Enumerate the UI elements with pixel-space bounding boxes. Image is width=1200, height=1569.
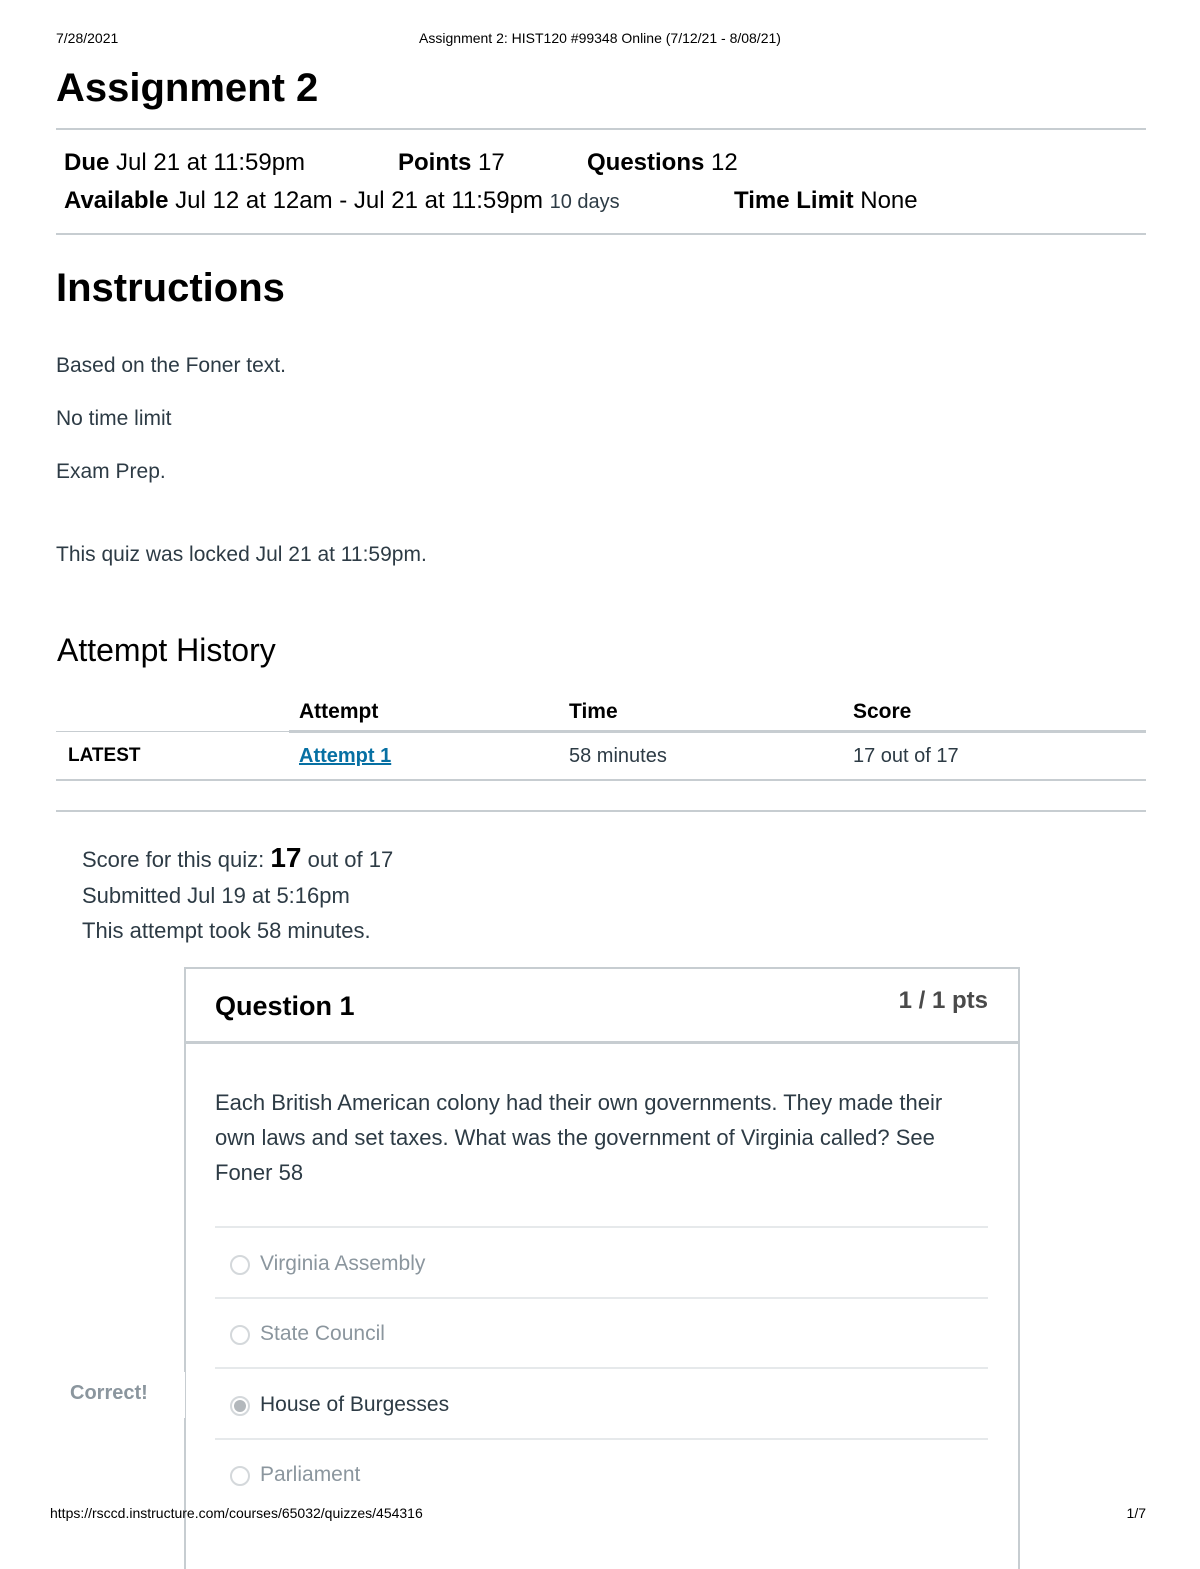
points-detail: [398, 149, 505, 177]
radio-button-icon[interactable]: [230, 1466, 250, 1486]
available-duration: 10 days: [549, 191, 620, 213]
answer-option-selected[interactable]: [260, 1393, 449, 1421]
score-prefix: Score for this quiz:: [82, 847, 265, 872]
answer-label: State Council: [260, 1322, 385, 1345]
attempt-time: 58 minutes: [569, 745, 667, 767]
divider: [56, 810, 1146, 812]
score-value: 17: [270, 842, 302, 873]
answer-option[interactable]: [260, 1463, 360, 1491]
points-value: 17: [478, 149, 505, 176]
print-date: 7/28/2021: [56, 30, 119, 46]
answer-divider: [215, 1226, 988, 1228]
submitted-time: Submitted Jul 19 at 5:16pm: [82, 883, 350, 908]
due-value: Jul 21 at 11:59pm: [116, 149, 306, 176]
instruction-line: Exam Prep.: [56, 460, 166, 483]
available-detail: [64, 187, 620, 215]
time-limit-value: None: [860, 187, 918, 214]
score-suffix: out of 17: [307, 847, 394, 872]
question-title: Question 1: [215, 991, 355, 1021]
divider: [56, 233, 1146, 235]
attempt-1-link[interactable]: Attempt 1: [299, 745, 392, 767]
instruction-line: Based on the Foner text.: [56, 354, 286, 377]
divider: [56, 128, 1146, 130]
answer-label: House of Burgesses: [260, 1393, 450, 1416]
locked-note: This quiz was locked Jul 21 at 11:59pm.: [56, 543, 427, 566]
answer-divider: [215, 1367, 988, 1369]
available-value: Jul 12 at 12am - Jul 21 at 11:59pm: [175, 187, 543, 214]
questions-value: 12: [711, 149, 738, 176]
table-header-line: [289, 730, 1146, 733]
latest-label: LATEST: [68, 745, 141, 766]
column-header-attempt: Attempt: [299, 700, 379, 723]
question-header: [186, 969, 1018, 1044]
answer-label: Parliament: [260, 1463, 361, 1486]
attempt-history-heading: Attempt History: [57, 632, 276, 668]
answer-option[interactable]: [260, 1322, 385, 1350]
instructions-heading: Instructions: [56, 266, 285, 310]
table-row-line: [56, 779, 1146, 781]
due-detail: [64, 149, 305, 177]
questions-label: Questions: [587, 149, 705, 176]
print-title: Assignment 2: HIST120 #99348 Online (7/12/21 - 8/08/21): [419, 30, 781, 46]
radio-button-icon[interactable]: [230, 1325, 250, 1345]
quiz-score: [82, 842, 393, 874]
points-label: Points: [398, 149, 472, 176]
answer-divider: [215, 1438, 988, 1440]
attempt-score: 17 out of 17: [853, 745, 959, 767]
radio-button-checked-icon[interactable]: [230, 1396, 250, 1416]
radio-button-icon[interactable]: [230, 1255, 250, 1275]
question-text: Each British American colony had their own governments. They made their own laws and set taxes. What was the government of Virginia called? See Foner 58: [215, 1090, 943, 1185]
available-label: Available: [64, 187, 169, 214]
column-header-time: Time: [569, 700, 618, 723]
attempt-duration: This attempt took 58 minutes.: [82, 918, 371, 943]
answer-label: Virginia Assembly: [260, 1252, 426, 1275]
print-footer: [50, 1505, 1146, 1525]
answer-option[interactable]: [260, 1252, 425, 1280]
column-header-score: Score: [853, 700, 912, 723]
print-url: https://rsccd.instructure.com/courses/65032/quizzes/454316: [50, 1505, 423, 1521]
answer-divider: [215, 1297, 988, 1299]
question-card: [184, 967, 1020, 1569]
time-limit-detail: [734, 187, 918, 215]
table-header-line: [56, 731, 289, 732]
time-limit-label: Time Limit: [734, 187, 854, 214]
question-points: 1 / 1 pts: [898, 987, 988, 1014]
page-title: Assignment 2: [56, 66, 319, 110]
correct-answer-tag: Correct!: [70, 1382, 148, 1404]
tag-mask: [149, 1372, 185, 1418]
print-page-number: 1/7: [1126, 1505, 1146, 1521]
print-header: [56, 30, 1144, 50]
questions-detail: [587, 149, 738, 177]
due-label: Due: [64, 149, 110, 176]
instruction-line: No time limit: [56, 407, 172, 430]
